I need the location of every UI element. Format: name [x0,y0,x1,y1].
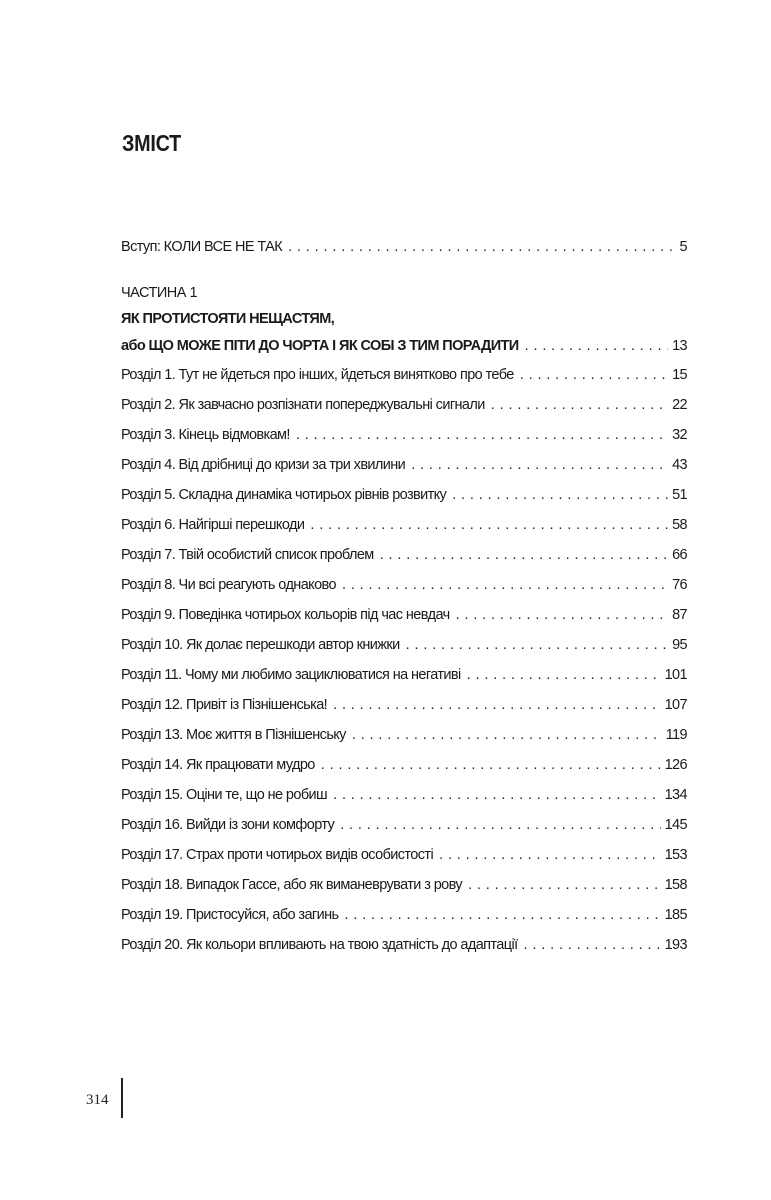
toc-entry-chapter-7[interactable] [121,540,687,570]
dot-leader [352,720,662,750]
toc-entry-chapter-9[interactable] [121,600,687,630]
dot-leader [321,750,661,780]
toc-entry-chapter-5[interactable] [121,480,687,510]
toc-entry-page: 43 [672,457,687,473]
toc-entry-page: 66 [672,547,687,563]
toc-entry-title: Розділ 5. Складна динаміка чотирьох рівнів розвитку [121,487,447,503]
folio-divider [121,1078,123,1118]
dot-leader [340,810,660,840]
toc-entry-chapter-19[interactable] [121,900,687,930]
toc-entry-title: Розділ 4. Від дрібниці до кризи за три хвилини [121,457,406,473]
dot-leader [411,450,668,480]
toc-entry-title: Розділ 1. Тут не йдеться про інших, йдеться винятково про тебе [121,367,514,383]
toc-entry-chapter-14[interactable] [121,750,687,780]
toc-entry-title: Розділ 17. Страх проти чотирьох видів особистості [121,847,434,863]
toc-entry-page: 15 [672,367,687,383]
toc-entry-chapter-2[interactable] [121,390,687,420]
toc-entry-title: Розділ 7. Твій особистий список проблем [121,547,374,563]
toc-entry-title: Розділ 14. Як працювати мудро [121,757,315,773]
toc-entry-title: Розділ 11. Чому ми любимо зациклюватися на негативі [121,667,461,683]
toc-entry-page: 58 [672,517,687,533]
toc-entry-chapter-4[interactable] [121,450,687,480]
toc-entry-page: 158 [664,877,687,893]
toc-entry-title: Розділ 8. Чи всі реагують однаково [121,577,336,593]
dot-leader [333,690,661,720]
dot-leader [456,600,668,630]
toc-entry-title: Розділ 9. Поведінка чотирьох кольорів під час невдач [121,607,450,623]
dot-leader [524,930,661,960]
toc-entry-title: Розділ 13. Моє життя в Пізнішенську [121,727,346,743]
toc-entry-title: Розділ 15. Оціни те, що не робиш [121,787,328,803]
dot-leader [468,870,661,900]
toc-entry-page: 13 [672,338,687,354]
toc-entry-chapter-6[interactable] [121,510,687,540]
toc-entry-intro[interactable] [121,232,687,262]
dot-leader [525,332,668,360]
toc-entry-page: 22 [672,397,687,413]
toc-entry-page: 119 [665,727,687,743]
page-title: ЗМІСТ [122,130,181,156]
toc-entry-chapter-20[interactable] [121,930,687,960]
toc-entry-chapter-13[interactable] [121,720,687,750]
toc-entry-chapter-17[interactable] [121,840,687,870]
dot-leader [288,232,675,262]
toc-entry-page: 101 [664,667,687,683]
part-title: ЯК ПРОТИСТОЯТИ НЕЩАСТЯМ, [121,311,335,327]
toc-entry-chapter-10[interactable] [121,630,687,660]
dot-leader [344,900,660,930]
toc-entry-page: 185 [664,907,687,923]
toc-entry-chapter-12[interactable] [121,690,687,720]
toc-entry-page: 5 [679,239,687,255]
toc-entry-title: Розділ 3. Кінець відмовкам! [121,427,290,443]
dot-leader [342,570,668,600]
toc-entry-page: 193 [664,937,687,953]
toc-entry-title: Розділ 20. Як кольори впливають на твою здатність до адаптації [121,937,518,953]
toc-entry-title: Розділ 18. Випадок Гассе, або як виманеврувати з рову [121,877,463,893]
dot-leader [452,480,668,510]
toc-entry-chapter-16[interactable] [121,810,687,840]
dot-leader [333,780,661,810]
toc-entry-page: 145 [664,817,687,833]
toc-entry-title: Розділ 12. Привіт із Пізнішенська! [121,697,328,713]
toc-entry-page: 107 [664,697,687,713]
dot-leader [467,660,661,690]
dot-leader [520,360,668,390]
toc-entry-title: Вступ: КОЛИ ВСЕ НЕ ТАК [121,239,283,255]
toc-entry-page: 126 [664,757,687,773]
toc-entry-page: 76 [672,577,687,593]
page-number: 314 [86,1092,109,1108]
toc-entry-chapter-3[interactable] [121,420,687,450]
toc-entry-chapter-1[interactable] [121,360,687,390]
dot-leader [406,630,668,660]
toc-entry-page: 51 [672,487,687,503]
toc-entry-page: 87 [672,607,687,623]
toc-entry-page: 153 [664,847,687,863]
toc-entry-page: 95 [672,637,687,653]
toc-entry-title: Розділ 19. Пристосуйся, або загинь [121,907,339,923]
toc-entry-chapter-18[interactable] [121,870,687,900]
part-label: ЧАСТИНА 1 [121,285,198,301]
toc-entry-title: Розділ 10. Як долає перешкоди автор книжки [121,637,400,653]
toc-entry-title: Розділ 6. Найгірші перешкоди [121,517,305,533]
toc-entry-chapter-8[interactable] [121,570,687,600]
dot-leader [439,840,661,870]
toc-entry-page: 134 [664,787,687,803]
toc-entry-page: 32 [672,427,687,443]
toc-entry-chapter-11[interactable] [121,660,687,690]
dot-leader [491,390,668,420]
dot-leader [380,540,668,570]
toc-entry-title: Розділ 16. Вийди із зони комфорту [121,817,335,833]
dot-leader [296,420,668,450]
toc-entry-chapter-15[interactable] [121,780,687,810]
toc-entry-title: або ЩО МОЖЕ ПІТИ ДО ЧОРТА І ЯК СОБІ З ТИМ ПОРАДИТИ [121,338,519,354]
dot-leader [310,510,668,540]
toc-entry-part1[interactable] [121,332,687,360]
chapter-list [121,360,687,960]
toc-entry-title: Розділ 2. Як завчасно розпізнати попереджувальні сигнали [121,397,485,413]
table-of-contents [121,232,687,960]
